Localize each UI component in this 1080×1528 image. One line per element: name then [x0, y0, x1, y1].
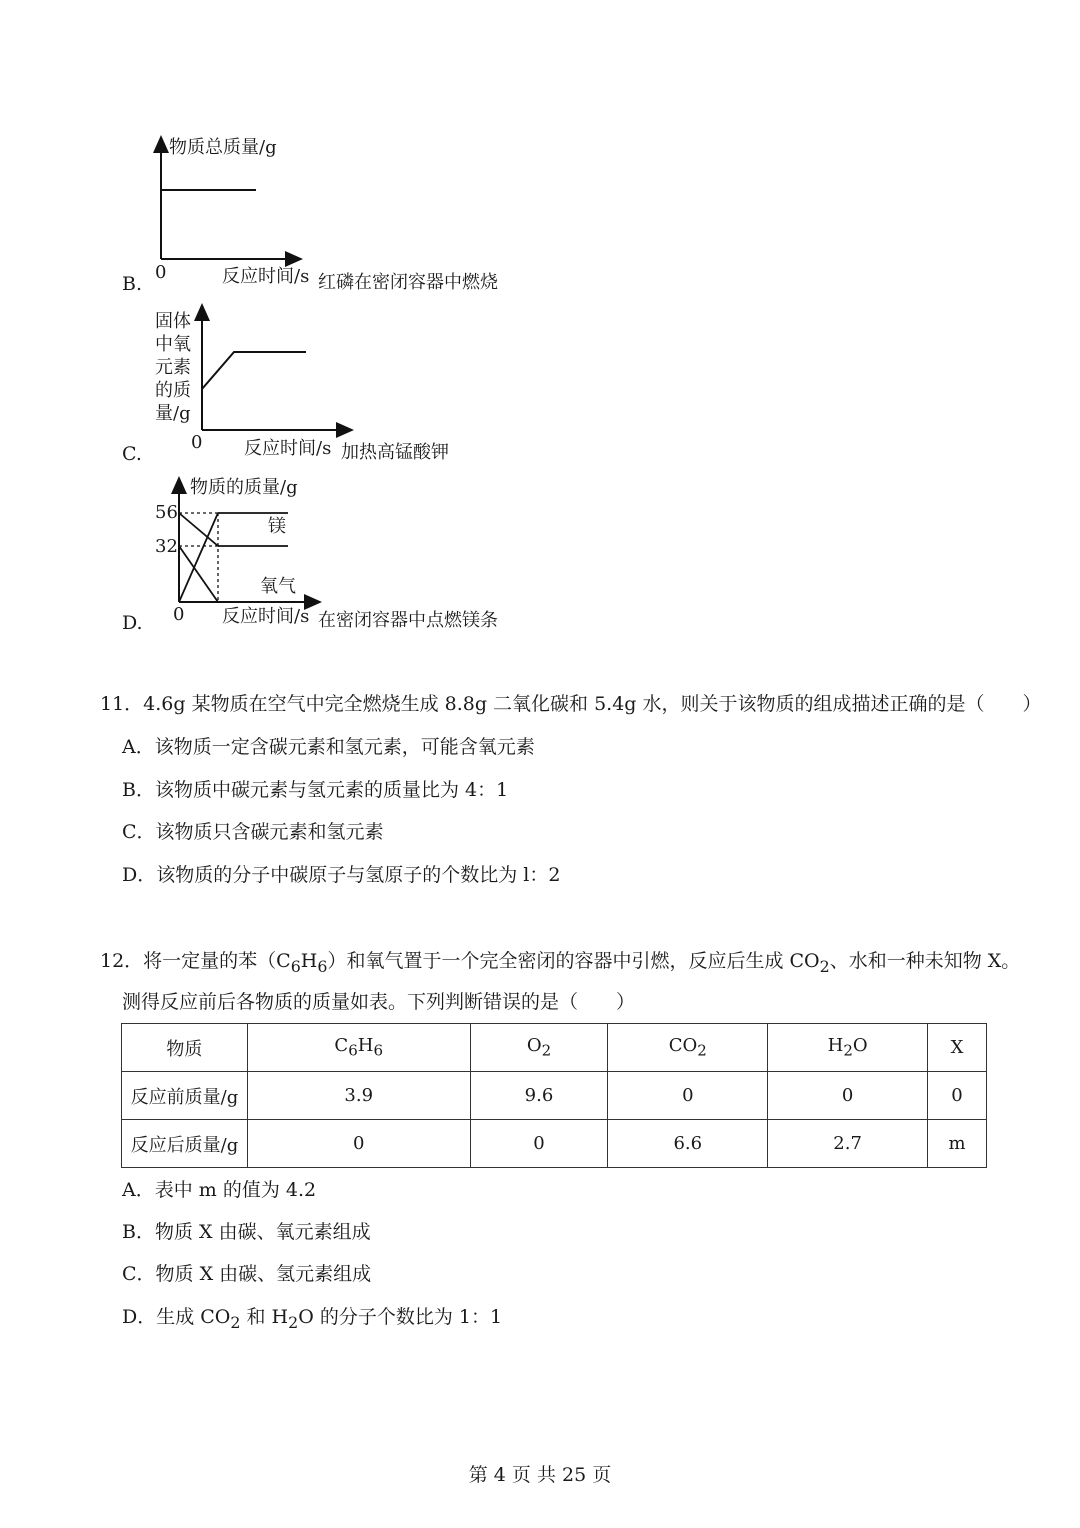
table-cell: m — [928, 1120, 987, 1168]
table-header-row — [122, 1024, 987, 1072]
graph-d-line-falling-32 — [179, 546, 218, 602]
graph-c-curve — [202, 352, 306, 389]
q11-option-b: B．该物质中碳元素与氢元素的质量比为 4：1 — [122, 779, 509, 801]
q11-option-a: A．该物质一定含碳元素和氢元素，可能含氧元素 — [122, 736, 535, 758]
graph-d-label-bottom: 氧气 — [260, 576, 296, 597]
graph-d-label-top: 镁 — [268, 516, 286, 537]
graph-d-ylabel: 物质的质量/g — [190, 477, 298, 498]
q12-option-b: B．物质 X 由碳、氧元素组成 — [122, 1221, 371, 1243]
graph-c-origin: 0 — [191, 432, 203, 453]
graph-b-origin: 0 — [155, 262, 167, 283]
graph-c-ylabel-2: 中氧 — [155, 334, 191, 355]
graph-c-axes — [196, 305, 356, 435]
graph-d-line-falling-56 — [179, 513, 218, 546]
graph-d-xlabel: 反应时间/s — [222, 606, 310, 627]
table-cell: 2.7 — [768, 1120, 928, 1168]
table-cell: 0 — [928, 1072, 987, 1120]
table-cell: 6.6 — [608, 1120, 768, 1168]
graph-c-ylabel-4: 的质 — [155, 380, 191, 401]
graph-d-caption: 在密闭容器中点燃镁条 — [318, 610, 498, 631]
graph-c-caption: 加热高锰酸钾 — [341, 442, 449, 463]
table-cell: 0 — [247, 1120, 470, 1168]
table-cell: 3.9 — [247, 1072, 470, 1120]
graph-d-tick-56: 56 — [155, 502, 178, 523]
table-cell: 0 — [470, 1120, 608, 1168]
table-header-h2o: $H_2O$ — [768, 1024, 928, 1072]
q12-mass-table — [121, 1023, 987, 1168]
page-footer: 第 4 页 共 25 页 — [468, 1464, 612, 1486]
graph-b-caption: 红磷在密闭容器中燃烧 — [318, 272, 498, 293]
option-b-letter: B. — [122, 273, 143, 295]
q11-option-d: D．该物质的分子中碳原子与氢原子的个数比为 l：2 — [122, 864, 561, 886]
table-row-label: 反应后质量/g — [122, 1120, 248, 1168]
table-cell: 9.6 — [470, 1072, 608, 1120]
graph-c-xlabel: 反应时间/s — [244, 438, 332, 459]
table-header-c6h6: $C_6H_6$ — [247, 1024, 470, 1072]
graph-c-ylabel-1: 固体 — [155, 311, 191, 332]
table-row — [122, 1120, 987, 1168]
table-cell: 0 — [768, 1072, 928, 1120]
table-header-x: X — [928, 1024, 987, 1072]
table-cell: 0 — [608, 1072, 768, 1120]
graph-b-ylabel: 物质总质量/g — [169, 137, 277, 158]
q12-stem-line2: 测得反应前后各物质的质量如表。下列判断错误的是（ ） — [122, 991, 636, 1013]
table-header-label: 物质 — [122, 1024, 248, 1072]
q12-option-c: C．物质 X 由碳、氢元素组成 — [122, 1263, 372, 1285]
q11-option-c: C．该物质只含碳元素和氢元素 — [122, 821, 384, 843]
graph-d-line-rising — [179, 513, 218, 602]
q11-stem: 11．4.6g 某物质在空气中完全燃烧生成 8.8g 二氧化碳和 5.4g 水，则关于该物质的组成描述正确的是（ ） — [100, 693, 1042, 715]
table-row — [122, 1072, 987, 1120]
table-header-co2: $CO_2$ — [608, 1024, 768, 1072]
graph-c-ylabel-5: 量/g — [155, 403, 191, 424]
option-c-letter: C. — [122, 443, 142, 465]
graph-d-origin: 0 — [173, 604, 185, 625]
q12-stem-line1: 12．将一定量的苯$(C_6H_6)$和氧气置于一个完全密闭的容器中引燃，反应后生成 $CO_2$、水和一种未知物 X。 — [100, 950, 1021, 976]
table-header-o2: $O_2$ — [470, 1024, 608, 1072]
table-row-label: 反应前质量/g — [122, 1072, 248, 1120]
q12-option-d: D．生成 $CO_2$ 和 $H_2O$ 的分子个数比为 1：1 — [122, 1306, 503, 1332]
graph-c-ylabel-3: 元素 — [155, 357, 191, 378]
option-d-letter: D. — [122, 612, 143, 634]
graph-b-xlabel: 反应时间/s — [222, 266, 310, 287]
q12-option-a: A．表中 m 的值为 4.2 — [122, 1179, 317, 1201]
graph-d-tick-32: 32 — [155, 536, 178, 557]
